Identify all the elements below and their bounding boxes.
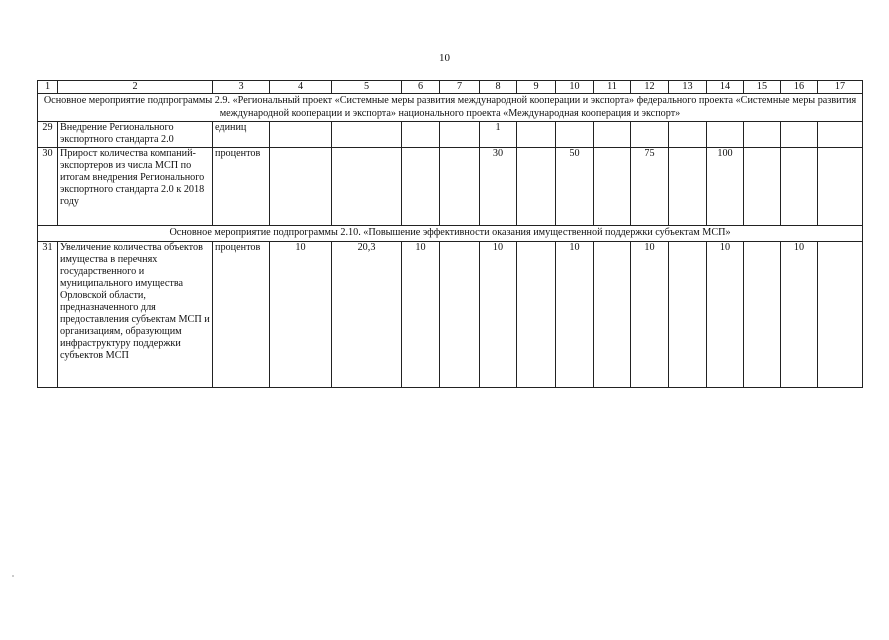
value-cell xyxy=(818,122,863,148)
scan-speck xyxy=(12,575,14,577)
value-cell xyxy=(556,122,594,148)
unit-cell: процентов xyxy=(213,148,270,226)
value-cell: 10 xyxy=(781,241,818,387)
value-cell xyxy=(744,122,781,148)
value-cell: 20,3 xyxy=(332,241,402,387)
value-cell xyxy=(818,241,863,387)
value-cell xyxy=(440,241,480,387)
section-title: Основное мероприятие подпрограммы 2.9. «Региональный проект «Системные меры развития международной кооперации и экспорта» федерального проекта «Системные меры развития международной кооперации и экспорта» национального проекта «Международная кооперация и экспорт» xyxy=(38,94,863,122)
row-number: 29 xyxy=(38,122,58,148)
value-cell: 100 xyxy=(707,148,744,226)
value-cell xyxy=(707,122,744,148)
indicator-name: Увеличение количества объектов имущества в перечнях государственного и муниципального имущества Орловской области, предназначенного для предоставления субъектам МСП и организациям, образующим инфраструктуру поддержки субъектов МСП xyxy=(58,241,213,387)
indicator-name: Внедрение Регионального экспортного стандарта 2.0 xyxy=(58,122,213,148)
column-header: 9 xyxy=(517,81,556,94)
column-header: 14 xyxy=(707,81,744,94)
column-header: 12 xyxy=(631,81,669,94)
value-cell xyxy=(631,122,669,148)
value-cell xyxy=(594,148,631,226)
value-cell xyxy=(517,241,556,387)
column-header: 7 xyxy=(440,81,480,94)
column-header: 2 xyxy=(58,81,213,94)
table-row xyxy=(38,122,863,148)
value-cell xyxy=(744,241,781,387)
value-cell xyxy=(517,122,556,148)
column-header: 10 xyxy=(556,81,594,94)
value-cell xyxy=(594,122,631,148)
column-header: 15 xyxy=(744,81,781,94)
value-cell xyxy=(669,241,707,387)
indicator-name: Прирост количества компаний-экспортеров из числа МСП по итогам внедрения Регионального экспортного стандарта 2.0 к 2018 году xyxy=(58,148,213,226)
column-header: 3 xyxy=(213,81,270,94)
value-cell xyxy=(781,122,818,148)
section-heading-row xyxy=(38,226,863,242)
column-header: 16 xyxy=(781,81,818,94)
value-cell: 10 xyxy=(631,241,669,387)
value-cell xyxy=(517,148,556,226)
value-cell: 30 xyxy=(480,148,517,226)
column-header: 17 xyxy=(818,81,863,94)
value-cell: 1 xyxy=(480,122,517,148)
value-cell: 10 xyxy=(480,241,517,387)
value-cell: 50 xyxy=(556,148,594,226)
column-header: 4 xyxy=(270,81,332,94)
value-cell xyxy=(440,148,480,226)
value-cell xyxy=(669,148,707,226)
column-header: 11 xyxy=(594,81,631,94)
unit-cell: процентов xyxy=(213,241,270,387)
section-heading-row xyxy=(38,94,863,122)
column-header: 1 xyxy=(38,81,58,94)
value-cell xyxy=(440,122,480,148)
column-header: 13 xyxy=(669,81,707,94)
value-cell xyxy=(270,122,332,148)
value-cell xyxy=(669,122,707,148)
unit-cell: единиц xyxy=(213,122,270,148)
row-number: 31 xyxy=(38,241,58,387)
value-cell xyxy=(270,148,332,226)
indicators-table xyxy=(37,80,863,388)
value-cell xyxy=(332,122,402,148)
value-cell xyxy=(332,148,402,226)
value-cell: 10 xyxy=(402,241,440,387)
value-cell xyxy=(818,148,863,226)
value-cell xyxy=(402,148,440,226)
column-number-row xyxy=(38,81,863,94)
page-number: 10 xyxy=(439,52,450,64)
table-row xyxy=(38,241,863,387)
column-header: 6 xyxy=(402,81,440,94)
value-cell xyxy=(402,122,440,148)
row-number: 30 xyxy=(38,148,58,226)
table-row xyxy=(38,148,863,226)
column-header: 5 xyxy=(332,81,402,94)
value-cell xyxy=(781,148,818,226)
value-cell: 10 xyxy=(270,241,332,387)
value-cell xyxy=(744,148,781,226)
section-title: Основное мероприятие подпрограммы 2.10. «Повышение эффективности оказания имущественной поддержки субъектам МСП» xyxy=(38,226,863,242)
value-cell: 10 xyxy=(556,241,594,387)
value-cell: 75 xyxy=(631,148,669,226)
value-cell xyxy=(594,241,631,387)
value-cell: 10 xyxy=(707,241,744,387)
column-header: 8 xyxy=(480,81,517,94)
